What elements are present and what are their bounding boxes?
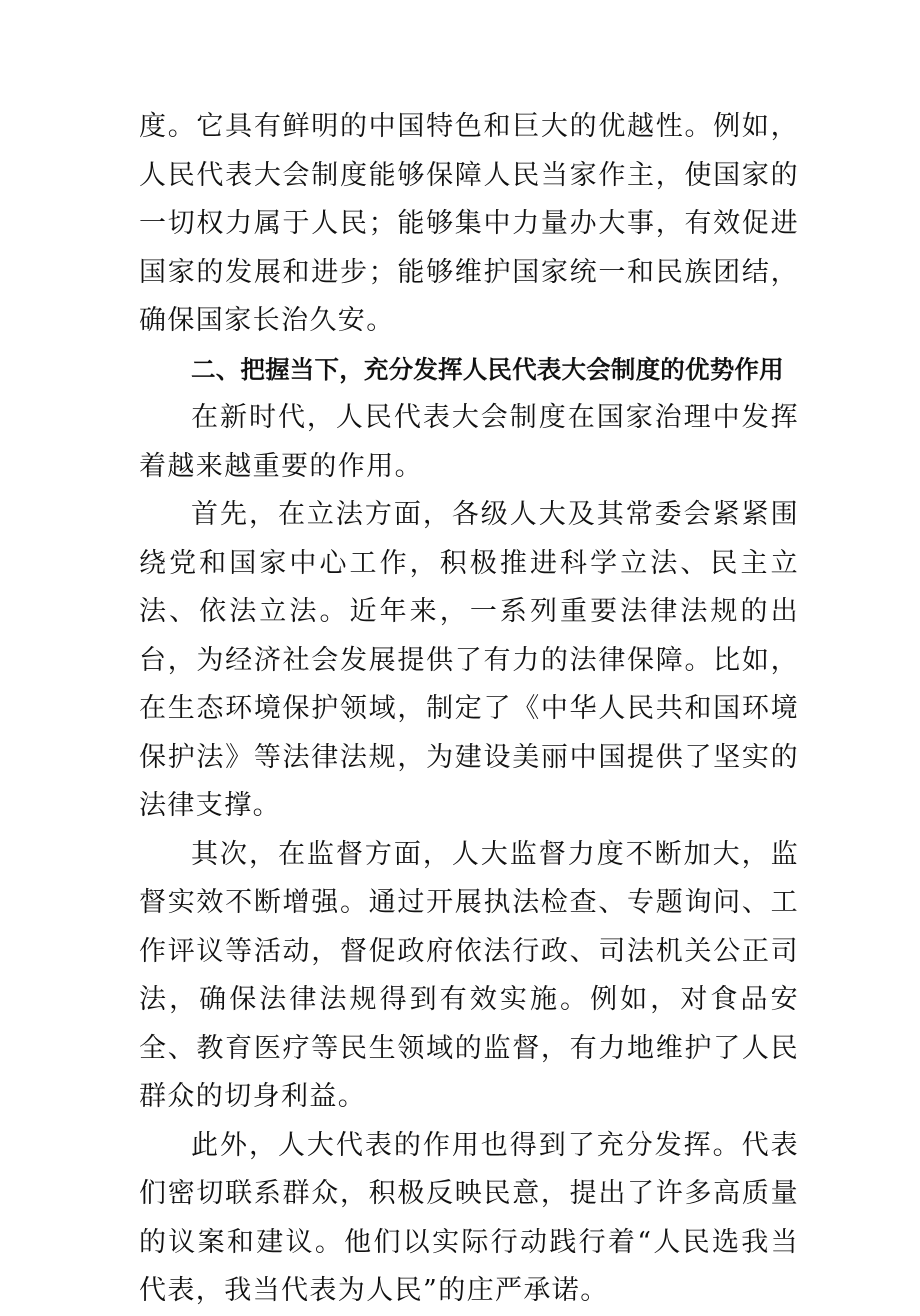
paragraph: 在新时代，人民代表大会制度在国家治理中发挥着越来越重要的作用。 xyxy=(139,402,799,482)
section-heading: 二、把握当下，充分发挥人民代表大会制度的优势作用 xyxy=(191,354,784,384)
paragraph: 首先，在立法方面，各级人大及其常委会紧紧围绕党和国家中心工作，积极推进科学立法、民主立法、依法立法。近年来，一系列重要法律法规的出台，为经济社会发展提供了有力的法律保障。比如，在生态环境保护领域，制定了《中华人民共和国环境保护法》等法律法规，为建设美丽中国提供了坚实的法律支撑。 xyxy=(139,499,799,821)
paragraph-continuation: 度。它具有鲜明的中国特色和巨大的优越性。例如，人民代表大会制度能够保障人民当家作主，使国家的一切权力属于人民；能够集中力量办大事，有效促进国家的发展和进步；能够维护国家统一和民族团结，确保国家长治久安。 xyxy=(139,111,799,336)
document-body xyxy=(139,103,799,1316)
paragraph: 其次，在监督方面，人大监督力度不断加大，监督实效不断增强。通过开展执法检查、专题询问、工作评议等活动，督促政府依法行政、司法机关公正司法，确保法律法规得到有效实施。例如，对食品安全、教育医疗等民生领域的监督，有力地维护了人民群众的切身利益。 xyxy=(139,838,799,1112)
paragraph: 此外，人大代表的作用也得到了充分发挥。代表们密切联系群众，积极反映民意，提出了许多高质量的议案和建议。他们以实际行动践行着“人民选我当代表，我当代表为人民”的庄严承诺。 xyxy=(139,1129,799,1306)
